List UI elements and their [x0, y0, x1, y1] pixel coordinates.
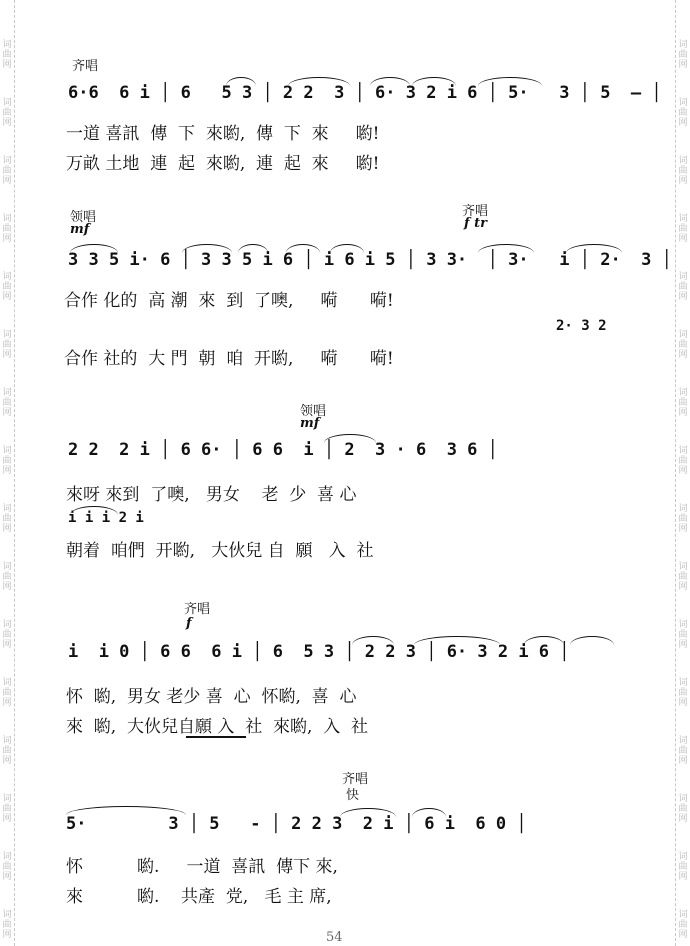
watermark-text: 词 曲 网 — [678, 388, 688, 418]
lyric-line-1: 一道 喜訊 傳 下 來喲, 傳 下 來 喲! — [66, 124, 380, 144]
slur — [478, 244, 534, 253]
slur — [324, 434, 376, 443]
notes-line: 5· 3 │ 5 - │ 2 2 3 2 i │ 6 i 6 0 │ — [66, 814, 527, 834]
dynamic-marking: mf — [70, 222, 90, 237]
slur — [70, 244, 118, 253]
watermark-text: 词 曲 网 — [678, 852, 688, 882]
watermark-text: 词 曲 网 — [2, 562, 12, 592]
watermark-text: 词 曲 网 — [2, 678, 12, 708]
slur — [414, 636, 500, 645]
page-number: 54 — [326, 930, 343, 945]
lyric-line-2: 朝着 咱們 开喲, 大伙兒 自 願 入 社 — [66, 541, 374, 561]
watermark-text: 词 曲 网 — [678, 678, 688, 708]
watermark-text: 词 曲 网 — [2, 620, 12, 650]
marking-unison: 齐唱 — [72, 59, 99, 74]
tempo-marking: 快 — [346, 788, 360, 803]
marking-unison: 齐唱 — [342, 772, 369, 787]
slur — [288, 77, 350, 86]
watermark-text: 词 曲 网 — [2, 40, 12, 70]
lyric-line-2: 來 喲, 大伙兒自願 入 社 來喲, 入 社 — [66, 717, 369, 737]
notes-line: 6·6 6 i │ 6 5 3 │ 2 2 3 │ 6· 3 2 i 6 │ 5· 3 │ 5 — │ — [68, 83, 662, 103]
slur — [412, 808, 446, 817]
slur — [478, 77, 542, 86]
watermark-text: 词 曲 网 — [678, 40, 688, 70]
slur — [352, 636, 394, 645]
dynamic-marking: f tr — [464, 216, 487, 231]
watermark-text: 词 曲 网 — [2, 330, 12, 360]
watermark-text: 词 曲 网 — [678, 794, 688, 824]
watermark-text: 词 曲 网 — [2, 388, 12, 418]
slur — [370, 77, 410, 86]
watermark-text: 词 曲 网 — [678, 562, 688, 592]
watermark-text: 词 曲 网 — [678, 910, 688, 940]
watermark-text: 词 曲 网 — [2, 156, 12, 186]
watermark-text: 词 曲 网 — [2, 446, 12, 476]
slur — [566, 244, 622, 253]
watermark-text: 词 曲 网 — [678, 214, 688, 244]
slur — [226, 77, 256, 86]
watermark-text: 词 曲 网 — [2, 504, 12, 534]
watermark-text: 词 曲 网 — [2, 910, 12, 940]
watermark-text: 词 曲 网 — [2, 98, 12, 128]
watermark-text: 词 曲 网 — [2, 214, 12, 244]
watermark-text: 词 曲 网 — [2, 852, 12, 882]
watermark-text: 词 曲 网 — [678, 272, 688, 302]
slur — [70, 506, 118, 515]
watermark-text: 词 曲 网 — [678, 330, 688, 360]
slur — [66, 806, 186, 815]
notes-line: 2 2 2 i │ 6 6· │ 6 6 i │ 2 3 · 6 3 6 │ — [68, 440, 498, 460]
lyric-line-2: 合作 社的 大 門 朝 咱 开喲, 嗬 嗬! — [64, 349, 394, 369]
watermark-text: 词 曲 网 — [678, 736, 688, 766]
slur — [524, 636, 564, 645]
watermark-text: 词 曲 网 — [678, 156, 688, 186]
slur — [570, 636, 614, 645]
lyric-line-1: 合作 化的 高 潮 來 到 了噢, 嗬 嗬! — [64, 291, 394, 311]
dynamic-marking: mf — [300, 416, 320, 431]
slur — [412, 77, 456, 86]
watermark-text: 词 曲 网 — [2, 272, 12, 302]
watermark-text: 词 曲 网 — [678, 620, 688, 650]
lyric-line-2: 來 喲. 共產 党, 毛 主 席, — [66, 887, 332, 907]
alternate-notes: i i i 2 i — [68, 510, 144, 526]
lyric-underline — [186, 736, 246, 738]
notes-line: i i 0 │ 6 6 6 i │ 6 5 3 │ 2 2 3 │ 6· 3 2 i 6 │ — [68, 642, 570, 662]
watermark-text: 词 曲 网 — [678, 504, 688, 534]
slur — [340, 808, 396, 817]
dynamic-marking: f — [186, 616, 192, 631]
alternate-notes: 2· 3 2 — [556, 318, 607, 334]
slur — [238, 244, 268, 253]
notes-line: 3 3 5 i· 6 │ 3 3 5 i 6 │ i 6 i 5 │ 3 3· │ 3· i │ 2· 3 │ — [68, 250, 672, 270]
slur — [286, 244, 320, 253]
watermark-text: 词 曲 网 — [2, 794, 12, 824]
lyric-line-1: 怀 喲, 男女 老少 喜 心 怀喲, 喜 心 — [66, 687, 357, 707]
marking-unison: 齐唱 — [184, 602, 211, 617]
lyric-line-1: 來呀 來到 了噢, 男女 老 少 喜 心 — [66, 485, 357, 505]
slur — [182, 244, 232, 253]
lyric-line-2: 万畝 土地 連 起 來喲, 連 起 來 喲! — [66, 154, 380, 174]
marking-solo: 领唱 — [300, 404, 327, 419]
marking-unison: 齐唱 — [462, 204, 489, 219]
lyric-line-1: 怀 喲. 一道 喜訊 傳下 來, — [66, 857, 338, 877]
marking-solo: 领唱 — [70, 210, 97, 225]
watermark-text: 词 曲 网 — [678, 98, 688, 128]
watermark-text: 词 曲 网 — [2, 736, 12, 766]
slur — [330, 244, 364, 253]
watermark-text: 词 曲 网 — [678, 446, 688, 476]
